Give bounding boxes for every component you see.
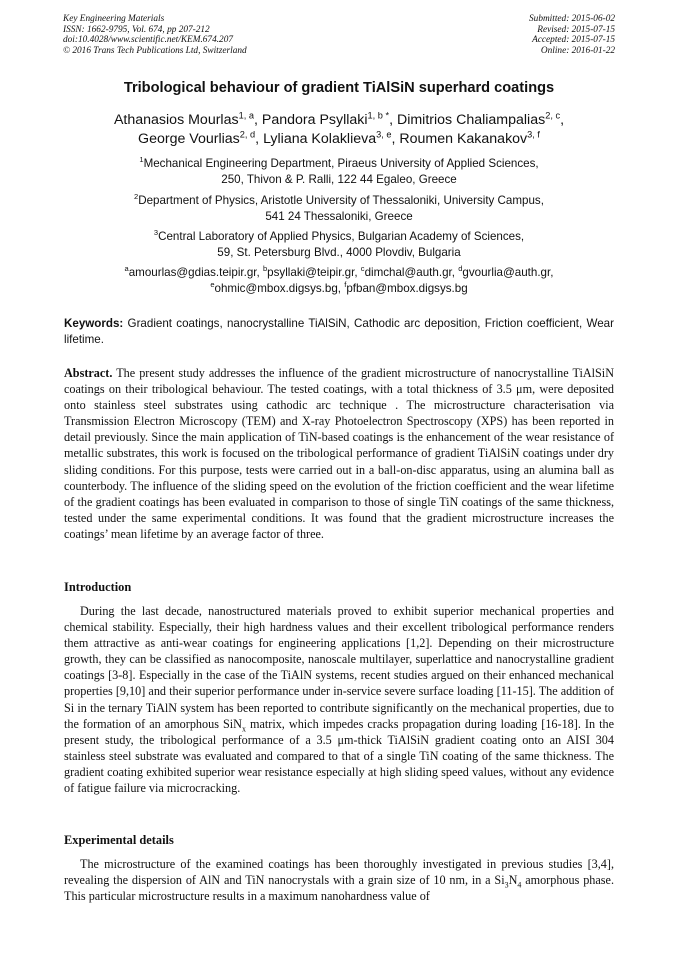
author-affil: 2, c — [545, 110, 561, 121]
author-list: Athanasios Mourlas$^{1, a}$, Pandora Psyllaki$^{1, b *}$, Dimitrios Chaliampalias$^{2, c}$, George Vourlias$^{2, d}$, Lyliana Kolaklieva$^{3, e}$, Roumen Kakanakov$^{3, f}$ — [113, 110, 565, 147]
journal-name: Key Engineering Materials — [63, 14, 165, 24]
affiliation-number: 2 — [134, 192, 139, 202]
author-affil: 3, f — [527, 129, 540, 140]
date-online: Online: 2016-01-22 — [540, 45, 615, 56]
journal-issn: ISSN: 1662-9795, Vol. 674, pp 207-212 — [63, 24, 210, 35]
dates-header — [529, 14, 615, 56]
email-link[interactable]: dimchal@auth.gr, — [364, 266, 455, 279]
introduction-text — [64, 603, 614, 796]
subscript: x — [241, 724, 246, 734]
email-key: a — [124, 264, 129, 274]
journal-copyright: © 2016 Trans Tech Publications Ltd, Switzerland — [63, 45, 247, 56]
affiliation-line: 541 24 Thessaloniki, Greece — [265, 210, 413, 223]
journal-header — [63, 14, 247, 56]
email-link[interactable]: psyllaki@teipir.gr, — [267, 266, 358, 279]
paragraph-text: amorphous phase. This particular microstructure results in a maximum nanohardness value of — [64, 873, 614, 904]
email-key: d — [458, 264, 463, 274]
paragraph-text: matrix, which impedes cracks propagation during loading [16-18]. In the present study, the tribological performance of a 3.5 μm-thick TiAlSiN gradient coating onto an AISI 304 stainless steel substrate was evaluated and compared to that of a single TiN coating of the same thickness. The gradient coating exhibited superior wear resistance especially at high sliding speed values, without any evidence of fatigue failure via microcracking. — [64, 716, 614, 796]
email-key: f — [344, 280, 347, 290]
affiliation-line: 250, Thivon & P. Ralli, 122 44 Egaleo, Greece — [221, 173, 457, 186]
author-affil: 1, b * — [367, 110, 390, 121]
paragraph-text: During the last decade, nanostructured materials proved to exhibit superior mechanical properties and chemical stability. Especially, their high hardness values and their excellent tribological performance renders them attractive as anti-wear coatings for engineering applications [1,2]. Depending on their microstructure growth, they can be classified as nanocomposite, nanoscale multilayer, superlattice and nanocrystalline gradient coatings [3-8]. Especially in the case of the TiAlN systems, recent studies argued on their enhanced mechanical properties [9,10] and their superior performance under in-service severe surface loading [11-15]. The addition of Si in the ternary TiAlN system has been reported to contribute significantly on the mechanical properties, due to the formation of an amorphous SiN — [64, 604, 614, 731]
keywords-label: Keywords: — [64, 317, 124, 330]
keywords — [64, 316, 614, 347]
date-submitted: Submitted: 2015-06-02 — [529, 14, 615, 24]
affiliation-3 — [40, 229, 638, 261]
author-affil: 3, e — [376, 129, 392, 140]
email-list — [40, 265, 638, 297]
journal-doi[interactable]: doi:10.4028/www.scientific.net/KEM.674.207 — [63, 35, 233, 46]
section-heading-experimental: Experimental details — [64, 833, 174, 847]
author-affil: 1, a — [238, 110, 254, 121]
abstract-label: Abstract. — [64, 366, 113, 380]
email-key: e — [210, 280, 215, 290]
email-link[interactable]: gvourlia@auth.gr, — [462, 266, 554, 279]
affiliation-number: 1 — [139, 155, 144, 165]
author-name: Roumen Kakanakov — [399, 131, 528, 147]
keywords-text: Gradient coatings, nanocrystalline TiAlSiN, Cathodic arc deposition, Friction coefficient, Wear lifetime. — [64, 317, 614, 346]
abstract-text: The present study addresses the influence of the gradient microstructure of nanocrystalline TiAlSiN coatings on their tribological behaviour. The tested coatings, with a total thickness of 3.5 μm, were deposited onto stainless steel substrates using cathodic arc technique . The microstructure characterisation via Transmission Electron Microscopy (TEM) and X-ray Photoelectron Spectroscopy (XPS) has been reported in detail previously. Since the main application of TiN-based coatings is the enhancement of the wear resistance of metallic substrates, this work is focused on the tribological performance of gradient TiAlSiN coatings under dry sliding conditions. For this purpose, tests were carried out in a ball-on-disc apparatus, using an alumina ball as counterbody. The influence of the sliding speed on the evolution of the friction coefficient and the wear lifetime of the gradient coatings has been evaluated in comparison to those of single TiN coatings of the same thickness, tested under the same experimental conditions. It was found that the gradient microstructure increases the coatings’ mean lifetime by an average factor of three. — [64, 366, 614, 541]
author-name: George Vourlias — [138, 131, 240, 147]
affiliation-number: 3 — [153, 228, 159, 238]
affiliation-line: Central Laboratory of Applied Physics, Bulgarian Academy of Sciences, — [158, 230, 525, 243]
author-name: Dimitrios Chaliampalias — [396, 112, 546, 128]
abstract — [64, 365, 614, 542]
affiliation-line: 59, St. Petersburg Blvd., 4000 Plovdiv, Bulgaria — [217, 246, 461, 259]
author-name: Athanasios Mourlas — [113, 112, 239, 128]
affiliation-2 — [40, 193, 638, 225]
paper-title: Tribological behaviour of gradient TiAlSiN superhard coatings — [123, 80, 555, 96]
affiliation-line: Mechanical Engineering Department, Piraeus University of Applied Sciences, — [143, 157, 539, 170]
paragraph-text: The microstructure of the examined coatings has been thoroughly investigated in previous studies [3,4], revealing the dispersion of AlN and TiN nanocrystals with a grain size of 10 nm, in a Si — [64, 857, 614, 888]
email-key: b — [262, 264, 268, 274]
affiliation-line: Department of Physics, Aristotle University of Thessaloniki, University Campus, — [138, 194, 544, 207]
date-revised: Revised: 2015-07-15 — [537, 24, 615, 35]
email-key: c — [360, 264, 365, 274]
experimental-text — [64, 856, 614, 904]
author-name: Pandora Psyllaki — [261, 112, 368, 128]
email-link[interactable]: pfban@mbox.digsys.bg — [346, 282, 468, 295]
affiliation-1 — [40, 156, 638, 188]
section-heading-introduction: Introduction — [64, 580, 132, 594]
subscript: 4 — [517, 880, 522, 890]
author-affil: 2, d — [239, 129, 256, 140]
email-link[interactable]: ohmic@mbox.digsys.bg, — [214, 282, 341, 295]
date-accepted: Accepted: 2015-07-15 — [532, 35, 615, 46]
email-link[interactable]: amourlas@gdias.teipir.gr, — [128, 266, 260, 279]
author-name: Lyliana Kolaklieva — [263, 131, 377, 147]
subscript: 3 — [504, 880, 509, 890]
paragraph-text: N — [508, 873, 518, 888]
